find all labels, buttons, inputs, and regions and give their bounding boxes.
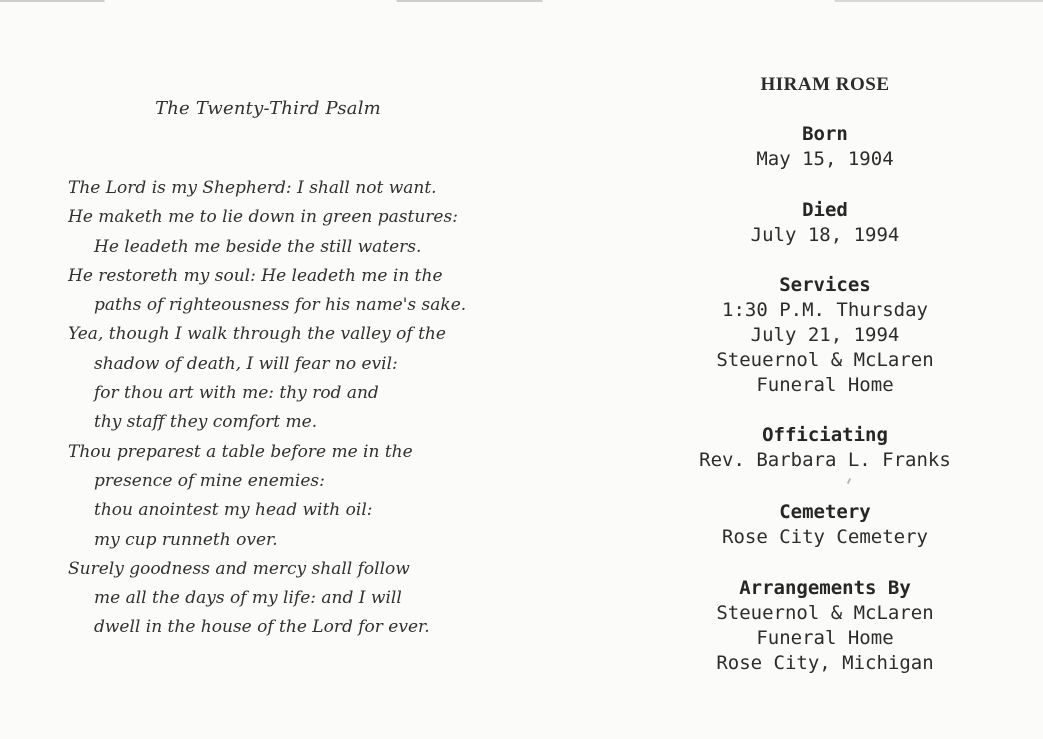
died-section <box>640 198 1010 248</box>
psalm-line: He restoreth my soul: He leadeth me in the <box>68 265 443 286</box>
arrangements-location: Rose City, Michigan <box>716 652 934 674</box>
psalm-line: presence of mine enemies: <box>94 470 325 491</box>
services-date: July 21, 1994 <box>750 324 900 346</box>
psalm-line: paths of righteousness for his name's sake. <box>94 295 467 316</box>
psalm-line: Surely goodness and mercy shall follow <box>68 558 410 579</box>
officiating-heading: Officiating <box>762 424 888 446</box>
arrangements-business: Steuernol & McLaren <box>716 602 934 624</box>
arrangements-heading: Arrangements By <box>739 577 911 599</box>
cemetery-section <box>640 500 1010 550</box>
services-venue-type: Funeral Home <box>756 374 894 396</box>
services-section <box>640 273 1010 398</box>
psalm-line: my cup runneth over. <box>94 529 278 550</box>
cemetery-name: Rose City Cemetery <box>722 526 928 548</box>
psalm-line: dwell in the house of the Lord for ever. <box>94 617 430 638</box>
psalm-line: He leadeth me beside the still waters. <box>94 236 422 257</box>
psalm-text <box>68 174 466 643</box>
born-section <box>640 122 1010 172</box>
psalm-line: for thou art with me: thy rod and <box>94 383 379 404</box>
psalm-title: The Twenty-Third Psalm <box>155 98 381 119</box>
died-date: July 18, 1994 <box>750 224 900 246</box>
arrangements-business-type: Funeral Home <box>756 627 894 649</box>
paper-speck <box>847 478 851 484</box>
psalm-line: thou anointest my head with oil: <box>94 500 373 521</box>
psalm-line: Yea, though I walk through the valley of the <box>68 324 446 345</box>
psalm-line: thy staff they comfort me. <box>94 412 318 433</box>
officiant-name: Rev. Barbara L. Franks <box>699 449 951 471</box>
psalm-line: He maketh me to lie down in green pastures: <box>68 207 458 228</box>
obituary-details <box>640 0 1010 739</box>
psalm-line: The Lord is my Shepherd: I shall not want. <box>68 178 437 198</box>
psalm-line: me all the days of my life: and I will <box>94 588 402 609</box>
services-time: 1:30 P.M. Thursday <box>722 299 928 321</box>
died-heading: Died <box>802 199 848 221</box>
officiating-section <box>640 423 1010 473</box>
services-heading: Services <box>779 274 871 296</box>
born-date: May 15, 1904 <box>756 148 894 170</box>
born-heading: Born <box>802 123 848 145</box>
deceased-name: HIRAM ROSE <box>760 74 890 95</box>
services-venue: Steuernol & McLaren <box>716 349 934 371</box>
cemetery-heading: Cemetery <box>779 501 871 523</box>
psalm-line: shadow of death, I will fear no evil: <box>94 353 398 374</box>
arrangements-section <box>640 576 1010 676</box>
psalm-line: Thou preparest a table before me in the <box>68 441 413 462</box>
